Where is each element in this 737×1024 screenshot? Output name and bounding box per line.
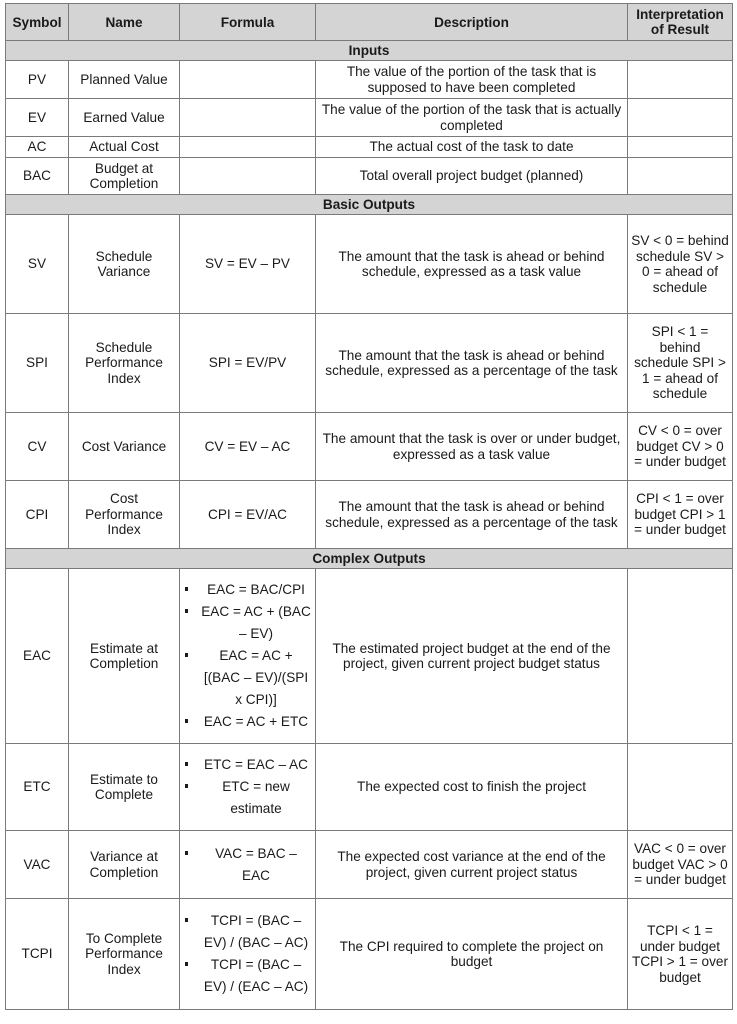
cell-symbol: CV — [6, 413, 69, 481]
formula-list — [183, 910, 312, 998]
cell-name: Schedule Performance Index — [69, 314, 180, 413]
cell-formula — [180, 137, 316, 158]
formula-item — [183, 754, 312, 776]
formula-text: EAC = AC + [(BAC – EV)/(SPI x CPI)] — [203, 648, 309, 707]
cell-formula-list — [180, 899, 316, 1010]
formula-list — [183, 754, 312, 820]
cell-description: The value of the portion of the task that is supposed to have been completed — [316, 61, 628, 99]
bullet-icon — [185, 719, 188, 723]
section-row-complex-outputs — [6, 549, 733, 569]
cell-formula-list — [180, 744, 316, 831]
cell-interpretation: CV < 0 = over budget CV > 0 = under budget — [628, 413, 733, 481]
cell-formula: SPI = EV/PV — [180, 314, 316, 413]
cell-description: The amount that the task is over or under budget, expressed as a task value — [316, 413, 628, 481]
cell-formula — [180, 61, 316, 99]
cell-symbol: SPI — [6, 314, 69, 413]
table-row-bac — [6, 158, 733, 195]
formula-item — [183, 711, 312, 733]
formula-item — [183, 954, 312, 998]
cell-symbol: ETC — [6, 744, 69, 831]
header-row — [6, 4, 733, 41]
cell-formula: CPI = EV/AC — [180, 481, 316, 549]
cell-symbol: TCPI — [6, 899, 69, 1010]
cell-formula: SV = EV – PV — [180, 215, 316, 314]
formula-item — [183, 645, 312, 711]
cell-description: The expected cost to finish the project — [316, 744, 628, 831]
table-row-ac — [6, 137, 733, 158]
cell-symbol: AC — [6, 137, 69, 158]
formula-text: TCPI = (BAC – EV) / (EAC – AC) — [203, 957, 309, 994]
cell-symbol: CPI — [6, 481, 69, 549]
header-interpretation: Interpretation of Result — [628, 4, 733, 41]
section-row-basic-outputs — [6, 195, 733, 215]
bullet-icon — [185, 587, 188, 591]
cell-name: Budget at Completion — [69, 158, 180, 195]
header-description: Description — [316, 4, 628, 41]
cell-description: The expected cost variance at the end of the project, given current project status — [316, 831, 628, 899]
cell-formula-list — [180, 831, 316, 899]
formula-text: VAC = BAC – EAC — [215, 845, 297, 883]
formula-text: TCPI = (BAC – EV) / (BAC – AC) — [203, 913, 309, 950]
table-row-pv — [6, 61, 733, 99]
section-title-inputs: Inputs — [6, 41, 733, 61]
bullet-icon — [185, 762, 188, 766]
bullet-icon — [185, 653, 188, 657]
header-symbol: Symbol — [6, 4, 69, 41]
cell-formula — [180, 158, 316, 195]
cell-description: The amount that the task is ahead or behind schedule, expressed as a percentage of the task — [316, 481, 628, 549]
evm-formula-table — [5, 3, 733, 1010]
cell-symbol: SV — [6, 215, 69, 314]
cell-name: Cost Performance Index — [69, 481, 180, 549]
formula-text: EAC = BAC/CPI — [207, 582, 305, 597]
cell-name: Estimate to Complete — [69, 744, 180, 831]
cell-description: The amount that the task is ahead or behind schedule, expressed as a task value — [316, 215, 628, 314]
cell-interpretation — [628, 744, 733, 831]
cell-symbol: EV — [6, 99, 69, 137]
cell-interpretation — [628, 61, 733, 99]
cell-description: The CPI required to complete the project on budget — [316, 899, 628, 1010]
formula-item — [183, 910, 312, 954]
formula-list — [183, 579, 312, 733]
cell-symbol: VAC — [6, 831, 69, 899]
bullet-icon — [185, 962, 188, 966]
section-title-basic-outputs: Basic Outputs — [6, 195, 733, 215]
table-row-vac — [6, 831, 733, 899]
cell-interpretation: CPI < 1 = over budget CPI > 1 = under budget — [628, 481, 733, 549]
header-formula: Formula — [180, 4, 316, 41]
header-name: Name — [69, 4, 180, 41]
table-row-cpi — [6, 481, 733, 549]
cell-formula — [180, 99, 316, 137]
cell-interpretation — [628, 158, 733, 195]
table-row-etc — [6, 744, 733, 831]
cell-name: Cost Variance — [69, 413, 180, 481]
table-row-tcpi — [6, 899, 733, 1010]
cell-symbol: BAC — [6, 158, 69, 195]
formula-text: EAC = AC + ETC — [203, 714, 309, 729]
table-row-eac — [6, 569, 733, 744]
cell-name: Actual Cost — [69, 137, 180, 158]
table-row-ev — [6, 99, 733, 137]
cell-interpretation — [628, 99, 733, 137]
table-row-cv — [6, 413, 733, 481]
cell-name: Estimate at Completion — [69, 569, 180, 744]
section-row-inputs — [6, 41, 733, 61]
section-title-complex-outputs: Complex Outputs — [6, 549, 733, 569]
formula-text: EAC = AC + (BAC – EV) — [201, 604, 311, 641]
formula-text: ETC = new estimate — [222, 779, 290, 816]
cell-interpretation — [628, 569, 733, 744]
cell-interpretation — [628, 137, 733, 158]
cell-interpretation: TCPI < 1 = under budget TCPI > 1 = over budget — [628, 899, 733, 1010]
formula-item — [183, 601, 312, 645]
formula-item — [183, 579, 312, 601]
cell-name: Planned Value — [69, 61, 180, 99]
cell-description: The value of the portion of the task that is actually completed — [316, 99, 628, 137]
cell-symbol: PV — [6, 61, 69, 99]
cell-formula-list — [180, 569, 316, 744]
table-row-spi — [6, 314, 733, 413]
bullet-icon — [185, 918, 188, 922]
table-row-sv — [6, 215, 733, 314]
cell-name: To Complete Performance Index — [69, 899, 180, 1010]
cell-name: Variance at Completion — [69, 831, 180, 899]
bullet-icon — [185, 609, 188, 613]
cell-name: Schedule Variance — [69, 215, 180, 314]
bullet-icon — [185, 784, 188, 788]
cell-description: The estimated project budget at the end of the project, given current project budget status — [316, 569, 628, 744]
formula-text: ETC = EAC – AC — [204, 757, 308, 772]
formula-list — [183, 843, 312, 887]
cell-interpretation: SV < 0 = behind schedule SV > 0 = ahead of schedule — [628, 215, 733, 314]
bullet-icon — [185, 851, 188, 855]
cell-interpretation: VAC < 0 = over budget VAC > 0 = under budget — [628, 831, 733, 899]
formula-item — [183, 843, 312, 887]
cell-name: Earned Value — [69, 99, 180, 137]
cell-description: The actual cost of the task to date — [316, 137, 628, 158]
cell-symbol: EAC — [6, 569, 69, 744]
cell-formula: CV = EV – AC — [180, 413, 316, 481]
formula-item — [183, 776, 312, 820]
cell-interpretation: SPI < 1 = behind schedule SPI > 1 = ahead of schedule — [628, 314, 733, 413]
cell-description: Total overall project budget (planned) — [316, 158, 628, 195]
cell-description: The amount that the task is ahead or behind schedule, expressed as a percentage of the task — [316, 314, 628, 413]
